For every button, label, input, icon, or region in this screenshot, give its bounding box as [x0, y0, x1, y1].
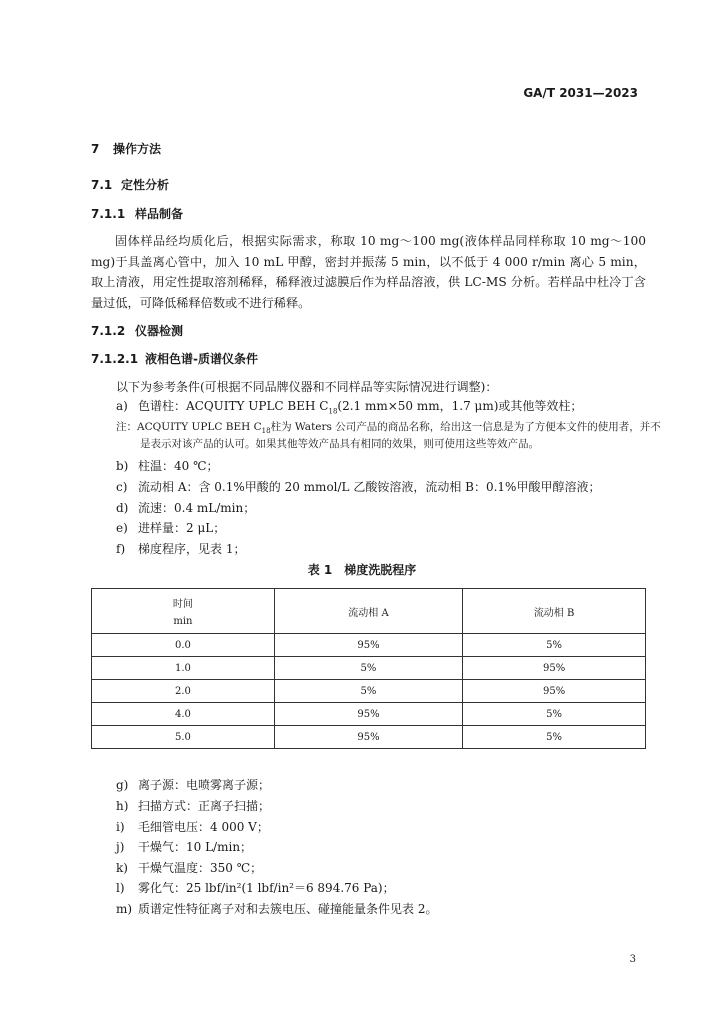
list-item — [116, 838, 252, 855]
header-phase-b: 流动相 B — [463, 589, 646, 634]
subscript: 18 — [261, 427, 271, 436]
heading-7-num: 7 — [91, 142, 100, 156]
list-label: b) — [116, 459, 129, 473]
list-item — [116, 859, 262, 876]
list-item — [116, 499, 255, 516]
header-phase-a: 流动相 A — [274, 589, 462, 634]
table-cell: 5.0 — [92, 726, 275, 749]
list-label: i) — [116, 820, 125, 834]
table-cell: 95% — [463, 657, 646, 680]
heading-7-1-1-title: 样品制备 — [135, 207, 184, 221]
list-text: 雾化气：25 lbf/in²(1 lbf/in²＝6 894.76 Pa)； — [138, 881, 395, 895]
list-label: c) — [116, 480, 128, 494]
heading-7 — [91, 140, 161, 157]
list-item — [116, 457, 219, 474]
heading-7-1-2-num: 7.1.2 — [91, 324, 126, 338]
note-text: 柱为 Waters 公司产品的商品名称，给出这一信息是为了方便本文件的使用者，并不 — [270, 421, 661, 433]
note-line-1 — [116, 419, 661, 435]
heading-7-1-1-num: 7.1.1 — [91, 207, 126, 221]
list-item — [116, 397, 582, 415]
heading-7-1-2-1-num: 7.1.2.1 — [91, 352, 139, 366]
list-text: 干燥气：10 L/min； — [138, 840, 253, 854]
list-item — [116, 900, 437, 917]
table-cell: 5% — [463, 703, 646, 726]
list-label: d) — [116, 501, 129, 515]
heading-7-1-title: 定性分析 — [121, 178, 170, 192]
note-line-2: 是表示对该产品的认可。如果其他等效产品具有相同的效果，则可使用这些等效产品。 — [140, 438, 539, 450]
header-time-label: 时间 — [172, 599, 193, 610]
table-cell: 95% — [463, 680, 646, 703]
list-label: a) — [116, 399, 128, 413]
table-row — [92, 634, 646, 657]
list-item — [116, 478, 600, 495]
table-cell: 5% — [274, 657, 462, 680]
heading-7-title: 操作方法 — [113, 142, 162, 156]
table-cell: 5% — [274, 680, 462, 703]
list-text: 质谱定性特征离子对和去簇电压、碰撞能量条件见表 2。 — [138, 902, 438, 916]
list-text: 流速：0.4 mL/min； — [138, 501, 256, 515]
list-text: 离子源：电喷雾离子源； — [138, 778, 271, 792]
list-text: 毛细管电压：4 000 V； — [138, 820, 269, 834]
table-cell: 5% — [463, 726, 646, 749]
list-text: 流动相 A：含 0.1%甲酸的 20 mmol/L 乙酸铵溶液，流动相 B：0.1%甲酸甲醇溶液； — [138, 480, 601, 494]
gradient-table — [91, 588, 646, 749]
table-cell: 95% — [274, 726, 462, 749]
list-text: 色谱柱：ACQUITY UPLC BEH C — [138, 399, 329, 413]
table-cell: 1.0 — [92, 657, 275, 680]
standard-code: GA/T 2031—2023 — [523, 86, 638, 100]
list-text: 干燥气温度：350 ℃； — [138, 861, 263, 875]
heading-7-1-1 — [91, 205, 183, 222]
table-row — [92, 680, 646, 703]
page-number: 3 — [629, 954, 636, 965]
table-row — [92, 703, 646, 726]
table-cell: 4.0 — [92, 703, 275, 726]
list-item — [116, 540, 245, 557]
table-cell: 95% — [274, 703, 462, 726]
heading-7-1-2-title: 仪器检测 — [135, 324, 184, 338]
subscript: 18 — [328, 407, 338, 416]
heading-7-1-num: 7.1 — [91, 178, 113, 192]
list-label: h) — [116, 799, 129, 813]
list-text: 柱温：40 ℃； — [138, 459, 219, 473]
conditions-intro: 以下为参考条件(可根据不同品牌仪器和不同样品等实际情况进行调整)： — [116, 380, 498, 394]
table-header-row — [92, 589, 646, 634]
header-time — [92, 589, 275, 634]
list-text: 扫描方式：正离子扫描； — [138, 799, 271, 813]
list-item — [116, 797, 270, 814]
table-cell: 0.0 — [92, 634, 275, 657]
list-label: f) — [116, 542, 126, 556]
note-text: 注：ACQUITY UPLC BEH C — [116, 421, 262, 433]
list-item — [116, 818, 269, 835]
table-cell: 95% — [274, 634, 462, 657]
list-label: m) — [116, 902, 133, 916]
table-caption: 表 1 梯度洗脱程序 — [307, 563, 417, 577]
table-cell: 2.0 — [92, 680, 275, 703]
list-item — [116, 519, 225, 536]
list-text: 梯度程序，见表 1； — [138, 542, 246, 556]
heading-7-1-2 — [91, 322, 183, 339]
list-text: 进样量：2 μL； — [138, 521, 226, 535]
list-text: (2.1 mm×50 mm，1.7 μm)或其他等效柱； — [337, 399, 583, 413]
table-row — [92, 657, 646, 680]
list-label: l) — [116, 881, 125, 895]
table-row — [92, 726, 646, 749]
list-item — [116, 879, 395, 896]
list-item — [116, 776, 270, 793]
list-label: j) — [116, 840, 125, 854]
header-time-unit: min — [173, 616, 193, 627]
heading-7-1 — [91, 176, 169, 193]
sample-prep-paragraph: 固体样品经均质化后，根据实际需求，称取 10 mg～100 mg(液体样品同样称取 10 mg～100 mg)于具盖离心管中，加入 10 mL 甲醇，密封并振荡 5 min，以不低于 4 000 r/min 离心 5 min，取上清液，用定性提取溶剂稀释，稀释液过滤膜后作为样品溶液，供 LC-MS 分析。若样品中杜冷丁含量过低，可降低稀释倍数或不进行稀释。 — [91, 234, 646, 310]
heading-7-1-2-1 — [91, 350, 258, 367]
list-label: e) — [116, 521, 128, 535]
table-cell: 5% — [463, 634, 646, 657]
list-label: k) — [116, 861, 128, 875]
list-label: g) — [116, 778, 129, 792]
heading-7-1-2-1-title: 液相色谱-质谱仪条件 — [145, 352, 258, 366]
